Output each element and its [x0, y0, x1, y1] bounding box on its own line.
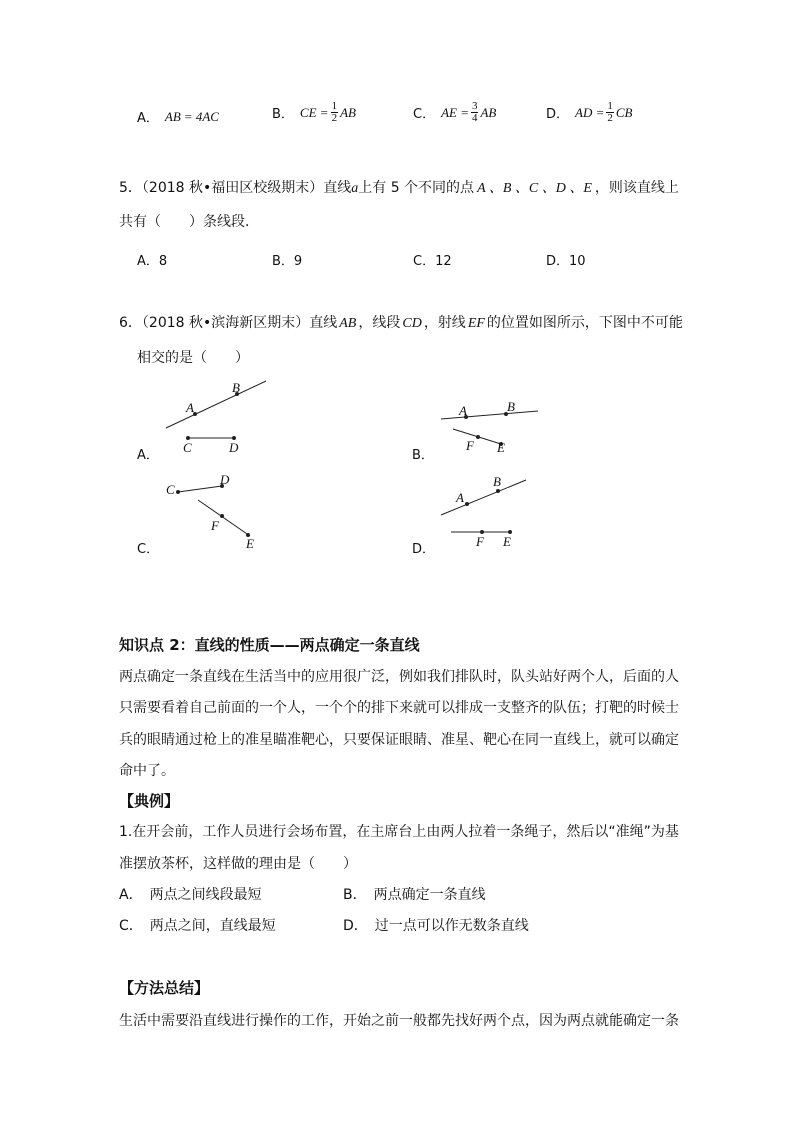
kp2-title: 知识点 2：直线的性质——两点确定一条直线 — [119, 636, 420, 654]
text: ，射线 — [423, 315, 466, 331]
fig-b-label-f: F — [466, 438, 474, 453]
denominator: 2 — [607, 112, 613, 124]
text: ，线段 — [358, 315, 401, 331]
fig-c-option-label: C． — [137, 542, 160, 557]
fig-a-option-label: A． — [137, 448, 159, 463]
example-option-d: D． 过一点可以作无数条直线 — [343, 918, 529, 934]
kp2-para-line: 两点确定一条直线在生活当中的应用很广泛，例如我们排队时，队头站好两个人，后面的人 — [119, 669, 679, 685]
example-option-a: A． 两点之间线段最短 — [119, 887, 262, 903]
example-option-b: B． 两点确定一条直线 — [343, 887, 486, 903]
math-expression: AB — [164, 108, 181, 124]
example-question-line1 — [119, 821, 679, 841]
text: 1.在开会前，工作人员进行会场布置，在主席台上由两人拉着一条绳子，然后以“准绳”为基 — [119, 824, 679, 840]
fig-c-label-c: C — [166, 482, 175, 497]
fig-b-label-b: B — [507, 399, 515, 414]
text: 6．（2018 秋•滨海新区期末）直线 — [119, 315, 338, 331]
option-label: A． — [137, 111, 159, 126]
denominator: 4 — [471, 112, 478, 124]
numerator: 1 — [331, 100, 338, 112]
math-var: AB — [339, 316, 357, 331]
text: 5．（2018 秋•福田区校级期末）直线 — [119, 180, 352, 196]
math-expression: AB — [480, 104, 497, 120]
math-expression: AD = — [575, 104, 605, 120]
example-question-line2: 准摆放茶杯，这样做的理由是（ ） — [119, 856, 357, 872]
method-heading: 【方法总结】 — [119, 979, 210, 997]
text: 的位置如图所示，下图中不可能 — [486, 315, 683, 331]
fig-a-label-d: D — [229, 440, 239, 455]
kp2-para-line: 兵的眼睛通过枪上的准星瞄准靶心，只要保证眼睛、准星、靶心在同一直线上，就可以确定 — [119, 732, 679, 748]
fig-a-label-b: B — [232, 380, 240, 395]
q5-option-b: B．9 — [272, 254, 303, 269]
fig-c-label-f: F — [211, 518, 219, 533]
fig-c-segment-cd — [178, 486, 222, 492]
fig-a-line-ab — [166, 381, 266, 428]
q5-option-a: A．8 — [137, 254, 168, 269]
fig-a-label-c: C — [183, 440, 192, 455]
kp2-para-line: 只需要看着自己前面的一个人，一个个的排下来就可以排成一支整齐的队伍；打靶的时候士 — [119, 700, 679, 716]
option-label: B． — [272, 107, 294, 122]
math-expression: AB — [340, 104, 356, 120]
fig-c-label-d: D — [220, 472, 230, 487]
denominator: 2 — [331, 112, 338, 124]
fig-c-label-e: E — [246, 536, 254, 551]
fig-c-ray-ef — [198, 500, 250, 536]
q5-option-d: D．10 — [546, 254, 586, 269]
q6-stem-line2: 相交的是（ ） — [137, 350, 249, 366]
fig-d-label-e: E — [503, 534, 511, 549]
math-expression: CE = — [299, 104, 329, 120]
math-var: CD — [402, 316, 422, 331]
fig-a-label-a: A — [186, 400, 194, 415]
math-var: EF — [467, 316, 485, 331]
fig-d-label-f: F — [476, 534, 484, 549]
math-expression: CB — [615, 104, 633, 120]
fig-c-point-f — [221, 515, 224, 518]
fig-d-point-b — [497, 490, 500, 493]
fig-d-line-ab — [441, 480, 526, 515]
fig-b-option-label: B． — [412, 448, 434, 463]
method-line: 生活中需要沿直线进行操作的工作，开始之前一般都先找好两个点，因为两点就能确定一条 — [119, 1013, 679, 1029]
example-option-c: C． 两点之间，直线最短 — [119, 918, 276, 934]
math-points: A 、B 、C 、D 、E — [477, 181, 592, 196]
q5-option-c: C．12 — [413, 254, 452, 269]
numerator: 1 — [607, 100, 613, 112]
fig-c-point-c — [177, 491, 180, 494]
fig-d-label-a: A — [456, 490, 464, 505]
text: ，则该直线上 — [594, 180, 679, 196]
kp2-para-line: 命中了。 — [119, 763, 175, 779]
text: 上有 5 个不同的点 — [358, 180, 475, 196]
option-label: D． — [546, 107, 570, 122]
fig-d-option-label: D． — [412, 542, 436, 557]
math-expression: = 4AC — [183, 108, 219, 124]
option-label: C． — [413, 107, 436, 122]
math-var: a — [351, 181, 359, 196]
fig-b-point-f — [477, 436, 480, 439]
numerator: 3 — [471, 100, 478, 112]
fig-b-line-ab — [441, 411, 538, 419]
example-heading: 【典例】 — [119, 792, 180, 810]
math-expression: AE = — [441, 104, 469, 120]
q5-stem-line2: 共有（ ）条线段． — [119, 214, 259, 230]
fig-d-point-a — [466, 503, 469, 506]
fig-d-label-b: B — [493, 474, 501, 489]
fig-b-label-e: E — [497, 440, 505, 455]
fig-b-label-a: A — [459, 403, 467, 418]
